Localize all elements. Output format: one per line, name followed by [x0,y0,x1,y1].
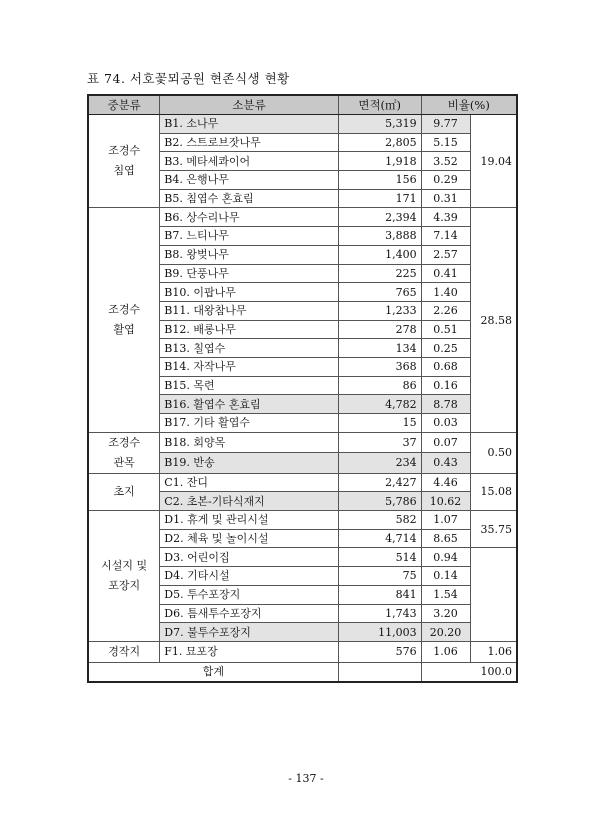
sub-category-cell: B18. 회양목 [160,432,339,453]
ratio-cell: 2.57 [421,245,470,264]
ratio-cell: 1.07 [421,511,470,530]
ratio-cell: 0.29 [421,171,470,190]
ratio-cell: 9.77 [421,115,470,134]
header-area: 면적(㎡) [338,95,421,115]
sub-category-cell: B12. 배롱나무 [160,320,339,339]
group-ratio-cell: 28.58 [470,208,517,432]
ratio-cell: 1.06 [421,641,470,662]
sub-category-cell: B3. 메타세콰이어 [160,152,339,171]
sub-category-cell: B6. 상수리나무 [160,208,339,227]
header-mid-category: 중분류 [88,95,160,115]
ratio-cell: 0.31 [421,189,470,208]
area-cell: 156 [338,171,421,190]
sub-category-cell: F1. 묘포장 [160,641,339,662]
sub-category-cell: B1. 소나무 [160,115,339,134]
area-cell: 5,319 [338,115,421,134]
sub-category-cell: D7. 불투수포장지 [160,623,339,642]
area-cell: 765 [338,283,421,302]
area-cell: 1,918 [338,152,421,171]
sub-category-cell: B11. 대왕참나무 [160,301,339,320]
group-label: 초지 [88,473,160,510]
area-cell: 11,003 [338,623,421,642]
sub-category-cell: D5. 투수포장지 [160,585,339,604]
area-cell: 576 [338,641,421,662]
area-cell: 2,805 [338,133,421,152]
sub-category-cell: B2. 스트로브잣나무 [160,133,339,152]
ratio-cell: 0.16 [421,376,470,395]
sub-category-cell: B10. 이팝나무 [160,283,339,302]
sub-category-cell: B14. 자작나무 [160,357,339,376]
sub-category-cell: B9. 단풍나무 [160,264,339,283]
ratio-cell: 7.14 [421,227,470,246]
group-ratio-cell: 19.04 [470,115,517,208]
area-cell: 234 [338,453,421,474]
ratio-cell: 0.07 [421,432,470,453]
sub-category-cell: B13. 칠엽수 [160,339,339,358]
ratio-cell: 0.68 [421,357,470,376]
sub-category-cell: B5. 침엽수 혼효림 [160,189,339,208]
area-cell: 278 [338,320,421,339]
group-ratio-cell: 0.50 [470,432,517,473]
table-row [88,115,517,134]
group-label: 조경수 침엽 [88,115,160,208]
area-cell: 15 [338,414,421,433]
sub-category-cell: D3. 어린이집 [160,548,339,567]
ratio-cell: 8.65 [421,529,470,548]
ratio-cell: 1.40 [421,283,470,302]
header-sub-category: 소분류 [160,95,339,115]
page-number: - 137 - [288,772,324,785]
area-cell: 368 [338,357,421,376]
area-cell: 134 [338,339,421,358]
area-cell: 225 [338,264,421,283]
table-row [88,432,517,453]
ratio-cell: 20.20 [421,623,470,642]
total-row [88,662,517,681]
header-ratio: 비율(%) [421,95,517,115]
table-body [88,115,517,682]
sub-category-cell: C2. 초본-기타식재지 [160,492,339,511]
sub-category-cell: D6. 틈새투수포장지 [160,604,339,623]
table-caption: 표 74. 서호꽃뫼공원 현존식생 현황 [87,71,290,86]
table-header-row [88,95,517,115]
total-ratio-cell: 100.0 [421,662,517,681]
ratio-cell: 1.54 [421,585,470,604]
area-cell: 1,743 [338,604,421,623]
area-cell: 2,427 [338,473,421,492]
sub-category-cell: B8. 왕벚나무 [160,245,339,264]
ratio-cell: 3.52 [421,152,470,171]
sub-category-cell: B19. 반송 [160,453,339,474]
sub-category-cell: B4. 은행나무 [160,171,339,190]
sub-category-cell: B16. 활엽수 혼효림 [160,395,339,414]
area-cell: 4,782 [338,395,421,414]
sub-category-cell: B17. 기타 활엽수 [160,414,339,433]
area-cell: 2,394 [338,208,421,227]
group-label: 조경수 활엽 [88,208,160,432]
sub-category-cell: C1. 잔디 [160,473,339,492]
group-label: 조경수 관목 [88,432,160,473]
ratio-cell: 0.14 [421,567,470,586]
area-cell: 1,233 [338,301,421,320]
group-label: 경작지 [88,641,160,662]
ratio-cell: 0.51 [421,320,470,339]
area-cell: 75 [338,567,421,586]
ratio-cell: 10.62 [421,492,470,511]
group-ratio-cell: 35.75 [470,511,517,548]
area-cell: 86 [338,376,421,395]
total-label: 합계 [88,662,338,681]
sub-category-cell: D2. 체육 및 놀이시설 [160,529,339,548]
ratio-cell: 0.41 [421,264,470,283]
ratio-cell: 0.03 [421,414,470,433]
area-cell: 171 [338,189,421,208]
sub-category-cell: B7. 느티나무 [160,227,339,246]
vegetation-table [87,94,518,683]
group-ratio-cell: 1.06 [470,641,517,662]
sub-category-cell: B15. 목련 [160,376,339,395]
area-cell: 37 [338,432,421,453]
area-cell: 3,888 [338,227,421,246]
ratio-cell: 3.20 [421,604,470,623]
ratio-cell: 0.94 [421,548,470,567]
ratio-cell: 0.25 [421,339,470,358]
ratio-cell: 5.15 [421,133,470,152]
ratio-cell: 4.39 [421,208,470,227]
group-label: 시설지 및 포장지 [88,511,160,642]
ratio-cell: 8.78 [421,395,470,414]
area-cell: 4,714 [338,529,421,548]
sub-category-cell: D1. 휴게 및 관리시설 [160,511,339,530]
table-row [88,641,517,662]
table-row [88,473,517,492]
total-area-cell [338,662,421,681]
area-cell: 582 [338,511,421,530]
area-cell: 1,400 [338,245,421,264]
area-cell: 841 [338,585,421,604]
ratio-cell: 4.46 [421,473,470,492]
group-ratio-cell [470,548,517,641]
ratio-cell: 2.26 [421,301,470,320]
table-row [88,511,517,530]
table-row [88,208,517,227]
group-ratio-cell: 15.08 [470,473,517,510]
area-cell: 5,786 [338,492,421,511]
area-cell: 514 [338,548,421,567]
sub-category-cell: D4. 기타시설 [160,567,339,586]
ratio-cell: 0.43 [421,453,470,474]
